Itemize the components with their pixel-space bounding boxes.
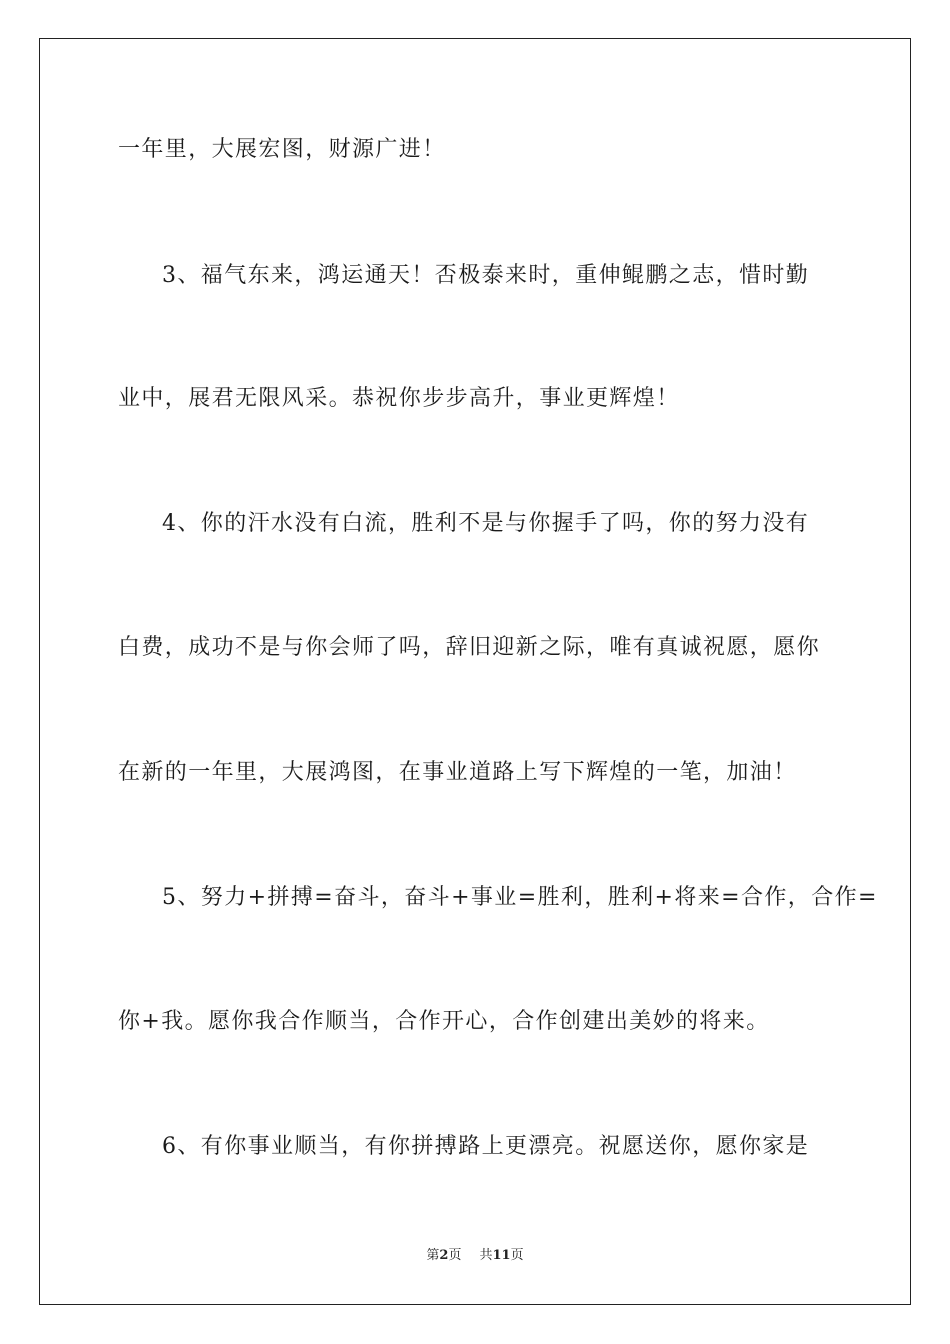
text-line-4: 4、你的汗水没有白流，胜利不是与你握手了吗，你的努力没有 — [162, 511, 810, 536]
text-line-6: 在新的一年里，大展鸿图，在事业道路上写下辉煌的一笔，加油！ — [118, 760, 797, 785]
text-line-2: 3、福气东来，鸿运通天！否极泰来时，重伸鲲鹏之志，惜时勤 — [162, 263, 810, 288]
text-line-5: 白费，成功不是与你会师了吗，辞旧迎新之际，唯有真诚祝愿，愿你 — [118, 635, 821, 660]
footer-total-suffix: 页 — [510, 1248, 524, 1263]
footer-page-suffix: 页 — [448, 1248, 462, 1263]
footer-total-pages: 11 — [492, 1248, 511, 1263]
footer-page-prefix: 第 — [426, 1248, 440, 1263]
text-line-8: 你+我。愿你我合作顺当，合作开心，合作创建出美妙的将来。 — [118, 1009, 770, 1034]
page-footer — [0, 1248, 950, 1264]
page-border — [39, 38, 911, 1305]
footer-page-number: 2 — [439, 1248, 449, 1263]
text-line-9: 6、有你事业顺当，有你拼搏路上更漂亮。祝愿送你，愿你家是 — [162, 1134, 810, 1159]
footer-total-prefix: 共 — [479, 1248, 493, 1263]
text-line-3: 业中，展君无限风采。恭祝你步步高升，事业更辉煌！ — [118, 386, 680, 411]
text-line-7: 5、努力+拼搏=奋斗，奋斗+事业=胜利，胜利+将来=合作，合作= — [162, 885, 878, 910]
text-line-1: 一年里，大展宏图，财源广进！ — [118, 137, 446, 162]
